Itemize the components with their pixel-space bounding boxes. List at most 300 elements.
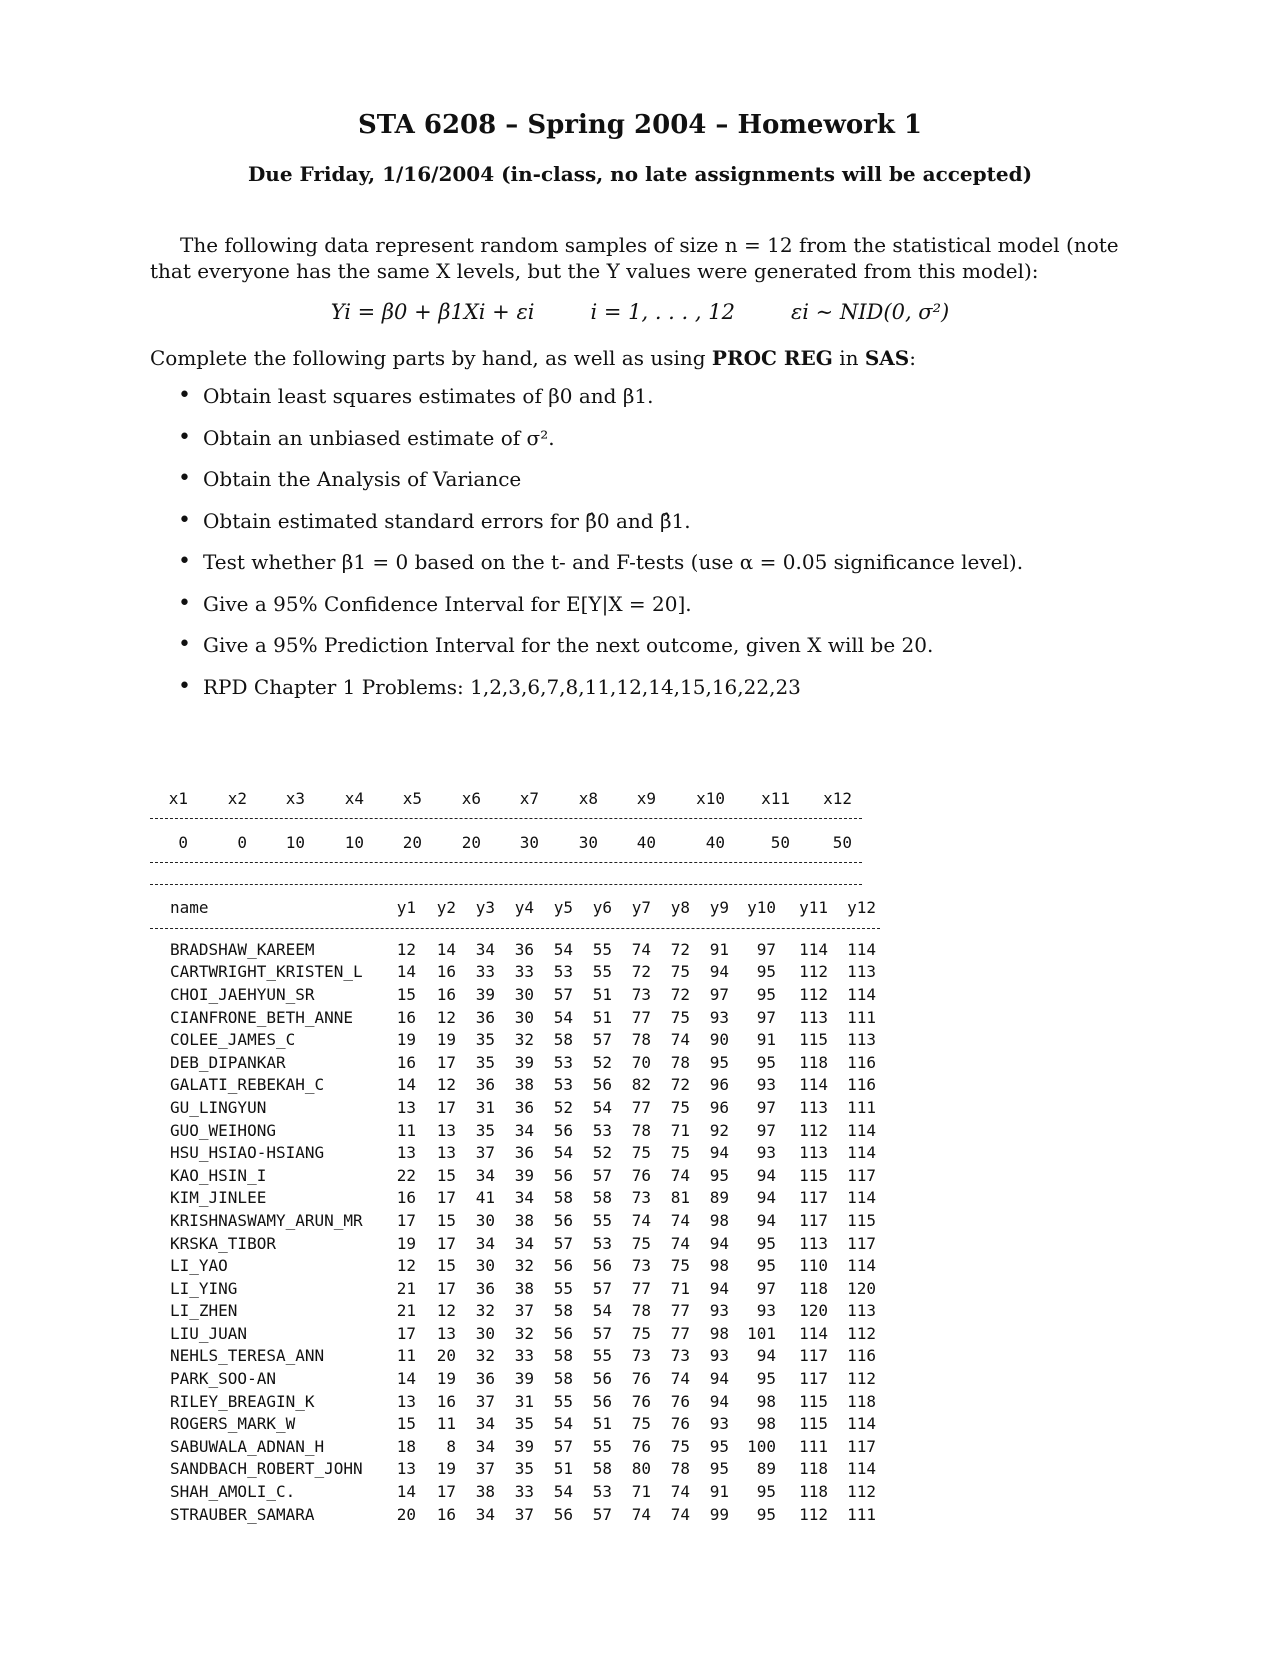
y-value: 34 [475, 1504, 495, 1524]
table-row [150, 1345, 876, 1368]
y-value: 75 [670, 962, 690, 982]
y-value: 72 [670, 939, 690, 959]
y-value: 113 [847, 962, 876, 982]
y-header-y4: y4 [514, 898, 534, 917]
divider [150, 884, 862, 885]
x-header-9: x9 [636, 789, 656, 808]
y-value: 51 [592, 984, 612, 1004]
y-value: 35 [514, 1414, 534, 1434]
y-value: 95 [756, 1052, 776, 1072]
y-value: 94 [709, 1369, 729, 1389]
y-value: 97 [756, 1007, 776, 1027]
y-value: 75 [670, 1256, 690, 1276]
y-value: 16 [396, 1007, 416, 1027]
y-value: 73 [631, 1256, 651, 1276]
y-value: 112 [847, 1482, 876, 1502]
y-value: 94 [756, 1188, 776, 1208]
y-value: 114 [847, 1188, 876, 1208]
y-value: 19 [436, 1030, 456, 1050]
y-value: 95 [756, 1369, 776, 1389]
y-value: 12 [396, 939, 416, 959]
spacer-row [150, 924, 876, 938]
y-value: 21 [396, 1278, 416, 1298]
y-value: 76 [631, 1391, 651, 1411]
y-value: 56 [553, 1165, 573, 1185]
y-value: 92 [709, 1120, 729, 1140]
y-value: 116 [847, 1052, 876, 1072]
student-name: KIM_JINLEE [170, 1188, 267, 1208]
y-value: 74 [670, 1165, 690, 1185]
y-value: 98 [756, 1391, 776, 1411]
y-value: 113 [799, 1143, 828, 1163]
y-value: 111 [847, 1007, 876, 1027]
table-row [150, 1254, 876, 1277]
x-header-12: x12 [823, 789, 852, 808]
y-value: 14 [396, 1369, 416, 1389]
table-row [150, 938, 876, 961]
y-value: 75 [631, 1323, 651, 1343]
y-value: 114 [799, 939, 828, 959]
y-value: 13 [436, 1323, 456, 1343]
y-value: 54 [553, 1143, 573, 1163]
y-value: 113 [799, 1233, 828, 1253]
y-value: 56 [553, 1256, 573, 1276]
model-equation: Yi = β0 + β1Xi + εi [330, 300, 535, 324]
y-value: 52 [553, 1097, 573, 1117]
y-value: 118 [799, 1278, 828, 1298]
y-value: 94 [756, 1346, 776, 1366]
y-value: 72 [670, 1075, 690, 1095]
y-value: 11 [396, 1120, 416, 1140]
y-value: 55 [592, 939, 612, 959]
y-value: 57 [553, 984, 573, 1004]
y-value: 16 [436, 984, 456, 1004]
y-value: 37 [475, 1459, 495, 1479]
y-value: 34 [514, 1188, 534, 1208]
y-value: 95 [709, 1436, 729, 1456]
y-value: 73 [631, 1188, 651, 1208]
y-value: 36 [475, 1007, 495, 1027]
y-value: 117 [847, 1233, 876, 1253]
y-value: 34 [514, 1120, 534, 1140]
y-value: 118 [847, 1391, 876, 1411]
table-row [150, 1412, 876, 1435]
y-value: 91 [709, 1482, 729, 1502]
y-header-y12: y12 [847, 898, 876, 917]
model-equation-line [0, 300, 1280, 324]
y-value: 77 [670, 1323, 690, 1343]
y-value: 78 [670, 1052, 690, 1072]
table-row [150, 1209, 876, 1232]
table-row [150, 1119, 876, 1142]
y-value: 36 [514, 1143, 534, 1163]
y-header-y5: y5 [553, 898, 573, 917]
y-value: 120 [847, 1278, 876, 1298]
y-value: 116 [847, 1075, 876, 1095]
y-value: 34 [514, 1233, 534, 1253]
student-name: CIANFRONE_BETH_ANNE [170, 1007, 354, 1027]
y-value: 54 [592, 1097, 612, 1117]
table-row [150, 1232, 876, 1255]
table-row [150, 1187, 876, 1210]
y-value: 77 [631, 1278, 651, 1298]
y-value: 93 [709, 1301, 729, 1321]
task-item: • Obtain estimated standard errors for β̂0 and β̂1. [178, 509, 1023, 551]
y-value: 95 [756, 962, 776, 982]
y-value: 55 [553, 1391, 573, 1411]
y-value: 32 [475, 1346, 495, 1366]
y-value: 111 [847, 1097, 876, 1117]
x-header-10: x10 [696, 789, 725, 808]
student-name: KRSKA_TIBOR [170, 1233, 276, 1253]
y-value: 34 [475, 1233, 495, 1253]
y-value: 113 [847, 1030, 876, 1050]
table-row [150, 1074, 876, 1097]
y-value: 53 [553, 1052, 573, 1072]
table-row [150, 1051, 876, 1074]
y-value: 34 [475, 1436, 495, 1456]
student-name: KRISHNASWAMY_ARUN_MR [170, 1210, 363, 1230]
student-name: STRAUBER_SAMARA [170, 1504, 315, 1524]
y-value: 17 [396, 1210, 416, 1230]
y-value: 30 [514, 984, 534, 1004]
y-value: 117 [799, 1369, 828, 1389]
student-name: GALATI_REBEKAH_C [170, 1075, 325, 1095]
y-header-name: name [170, 898, 209, 917]
y-value: 71 [631, 1482, 651, 1502]
y-value: 14 [396, 1482, 416, 1502]
y-value: 111 [847, 1504, 876, 1524]
y-value: 93 [709, 1007, 729, 1027]
x-header-7: x7 [519, 789, 539, 808]
y-value: 112 [847, 1369, 876, 1389]
y-value: 117 [799, 1188, 828, 1208]
y-value: 13 [396, 1459, 416, 1479]
y-value: 114 [847, 1414, 876, 1434]
y-value: 13 [396, 1391, 416, 1411]
y-value: 57 [553, 1436, 573, 1456]
y-value: 38 [514, 1075, 534, 1095]
x-value-3: 10 [285, 833, 305, 852]
task-item: • Give a 95% Confidence Interval for E[Y|X = 20]. [178, 592, 1023, 634]
y-value: 19 [396, 1030, 416, 1050]
y-value: 30 [514, 1007, 534, 1027]
task-item: • Test whether β1 = 0 based on the t- and F-tests (use α = 0.05 significance level). [178, 550, 1023, 592]
y-value: 93 [709, 1346, 729, 1366]
y-value: 37 [514, 1301, 534, 1321]
y-value: 94 [709, 1143, 729, 1163]
x-value-4: 10 [344, 833, 364, 852]
y-value: 15 [436, 1210, 456, 1230]
y-value: 14 [436, 939, 456, 959]
y-value: 53 [592, 1233, 612, 1253]
y-value: 97 [756, 1278, 776, 1298]
y-value: 17 [436, 1052, 456, 1072]
y-value: 111 [799, 1436, 828, 1456]
y-header-y3: y3 [475, 898, 495, 917]
instructions [150, 346, 916, 370]
y-value: 113 [799, 1097, 828, 1117]
y-value: 57 [553, 1233, 573, 1253]
y-value: 16 [436, 1391, 456, 1411]
y-value: 116 [847, 1346, 876, 1366]
student-name: PARK_SOO-AN [170, 1369, 276, 1389]
y-value: 117 [847, 1165, 876, 1185]
model-index: i = 1, . . . , 12 [590, 300, 735, 324]
y-value: 57 [592, 1278, 612, 1298]
y-value: 112 [799, 962, 828, 982]
y-value: 98 [756, 1414, 776, 1434]
y-value: 36 [514, 1097, 534, 1117]
y-header-y7: y7 [631, 898, 651, 917]
y-value: 74 [631, 939, 651, 959]
instructions-prefix: Complete the following parts by hand, as well as using [150, 346, 706, 370]
y-value: 75 [670, 1097, 690, 1117]
y-value: 35 [475, 1030, 495, 1050]
intro-paragraph: The following data represent random samples of size n = 12 from the statistical model (note that everyone has the same X levels, but the Y values were generated from this model): [150, 233, 1119, 283]
x-value-12: 50 [832, 833, 852, 852]
y-value: 77 [670, 1301, 690, 1321]
y-value: 114 [799, 1323, 828, 1343]
x-header-11: x11 [761, 789, 790, 808]
table-row [150, 1300, 876, 1323]
task-item: • Obtain an unbiased estimate of σ². [178, 426, 1023, 468]
student-name: BRADSHAW_KAREEM [170, 939, 315, 959]
y-value: 32 [514, 1256, 534, 1276]
y-value: 12 [436, 1007, 456, 1027]
y-value: 39 [475, 984, 495, 1004]
y-value: 97 [756, 1097, 776, 1117]
y-value: 115 [799, 1165, 828, 1185]
y-value: 94 [709, 1391, 729, 1411]
y-header-y11: y11 [799, 898, 828, 917]
student-name: KAO_HSIN_I [170, 1165, 267, 1185]
y-value: 19 [396, 1233, 416, 1253]
y-value: 93 [756, 1143, 776, 1163]
y-value: 30 [475, 1256, 495, 1276]
y-value: 34 [475, 1414, 495, 1434]
y-value: 36 [475, 1278, 495, 1298]
student-name: SANDBACH_ROBERT_JOHN [170, 1459, 363, 1479]
y-value: 39 [514, 1052, 534, 1072]
due-date: Due Friday, 1/16/2004 (in-class, no late assignments will be accepted) [247, 162, 1033, 186]
table-row [150, 1141, 876, 1164]
y-value: 51 [553, 1459, 573, 1479]
y-value: 73 [670, 1346, 690, 1366]
y-value: 13 [436, 1120, 456, 1140]
x-header-3: x3 [285, 789, 305, 808]
y-value: 8 [446, 1436, 456, 1456]
instructions-middle: in [839, 346, 859, 370]
y-header-y1: y1 [396, 898, 416, 917]
y-value: 13 [436, 1143, 456, 1163]
y-value: 112 [799, 1120, 828, 1140]
y-value: 19 [436, 1369, 456, 1389]
student-name: LI_ZHEN [170, 1301, 238, 1321]
y-value: 12 [436, 1075, 456, 1095]
y-value: 115 [799, 1391, 828, 1411]
y-value: 94 [709, 962, 729, 982]
task-list [178, 384, 1023, 716]
student-name: LIU_JUAN [170, 1323, 248, 1343]
x-header-2: x2 [227, 789, 247, 808]
y-value: 16 [396, 1188, 416, 1208]
y-value: 93 [756, 1301, 776, 1321]
y-value: 113 [847, 1301, 876, 1321]
y-value: 53 [592, 1120, 612, 1140]
y-value: 117 [799, 1210, 828, 1230]
y-value: 112 [799, 1504, 828, 1524]
y-value: 30 [475, 1210, 495, 1230]
y-value: 110 [799, 1256, 828, 1276]
y-value: 33 [514, 1482, 534, 1502]
table-row [150, 1503, 876, 1526]
x-value-7: 30 [519, 833, 539, 852]
y-value: 118 [799, 1052, 828, 1072]
y-value: 16 [436, 1504, 456, 1524]
table-row [150, 983, 876, 1006]
y-value: 58 [553, 1369, 573, 1389]
y-value: 51 [592, 1414, 612, 1434]
y-value: 91 [709, 939, 729, 959]
y-value: 13 [396, 1143, 416, 1163]
y-value: 98 [709, 1256, 729, 1276]
x-value-11: 50 [770, 833, 790, 852]
y-value: 95 [756, 1482, 776, 1502]
y-value: 91 [756, 1030, 776, 1050]
student-name: CHOI_JAEHYUN_SR [170, 984, 315, 1004]
y-value: 56 [592, 1075, 612, 1095]
y-value: 15 [396, 1414, 416, 1434]
student-name: HSU_HSIAO-HSIANG [170, 1143, 325, 1163]
y-value: 37 [475, 1391, 495, 1411]
x-header-8: x8 [578, 789, 598, 808]
divider [150, 862, 862, 863]
y-value: 34 [475, 939, 495, 959]
y-value: 93 [709, 1414, 729, 1434]
y-value: 75 [670, 1007, 690, 1027]
y-value: 55 [592, 1346, 612, 1366]
y-value: 74 [631, 1210, 651, 1230]
y-value: 53 [592, 1482, 612, 1502]
x-header-6: x6 [461, 789, 481, 808]
y-value: 89 [709, 1188, 729, 1208]
y-value: 101 [747, 1323, 776, 1343]
y-value: 97 [709, 984, 729, 1004]
y-value: 37 [514, 1504, 534, 1524]
y-value: 15 [436, 1256, 456, 1276]
y-header-y6: y6 [592, 898, 612, 917]
y-value: 53 [553, 1075, 573, 1095]
instructions-proc: PROC REG [711, 346, 833, 370]
y-value: 39 [514, 1436, 534, 1456]
y-value: 12 [396, 1256, 416, 1276]
table-row [150, 1322, 876, 1345]
y-value: 36 [514, 939, 534, 959]
y-header-y2: y2 [436, 898, 456, 917]
y-value: 54 [553, 939, 573, 959]
y-value: 95 [756, 1504, 776, 1524]
y-value: 52 [592, 1143, 612, 1163]
divider [150, 818, 862, 819]
y-value: 16 [436, 962, 456, 982]
y-value: 57 [592, 1504, 612, 1524]
y-value: 74 [670, 1482, 690, 1502]
y-value: 75 [631, 1143, 651, 1163]
x-value-9: 40 [636, 833, 656, 852]
y-value: 18 [396, 1436, 416, 1456]
y-value: 76 [631, 1369, 651, 1389]
y-value: 32 [475, 1301, 495, 1321]
y-value: 20 [396, 1504, 416, 1524]
y-header-y10: y10 [747, 898, 776, 917]
y-value: 56 [553, 1323, 573, 1343]
y-value: 94 [756, 1165, 776, 1185]
y-value: 94 [756, 1210, 776, 1230]
y-value: 95 [709, 1459, 729, 1479]
y-value: 74 [670, 1210, 690, 1230]
student-name: RILEY_BREAGIN_K [170, 1391, 315, 1411]
instructions-suffix: : [909, 346, 916, 370]
student-name: ROGERS_MARK_W [170, 1414, 296, 1434]
y-value: 95 [756, 1233, 776, 1253]
student-name: NEHLS_TERESA_ANN [170, 1346, 325, 1366]
x-value-5: 20 [402, 833, 422, 852]
table-row [150, 1435, 876, 1458]
table-row [150, 1028, 876, 1051]
y-value: 74 [670, 1233, 690, 1253]
task-item: • RPD Chapter 1 Problems: 1,2,3,6,7,8,11,12,14,15,16,22,23 [178, 675, 1023, 717]
y-value: 56 [553, 1120, 573, 1140]
student-name: LI_YING [170, 1278, 238, 1298]
y-value: 112 [799, 984, 828, 1004]
y-value: 35 [475, 1120, 495, 1140]
y-value: 22 [396, 1165, 416, 1185]
y-value: 76 [670, 1414, 690, 1434]
y-value: 75 [631, 1414, 651, 1434]
y-value: 32 [514, 1323, 534, 1343]
y-value: 76 [670, 1391, 690, 1411]
y-value: 95 [756, 1256, 776, 1276]
y-value: 73 [631, 984, 651, 1004]
y-value: 31 [514, 1391, 534, 1411]
y-value: 17 [436, 1233, 456, 1253]
y-value: 75 [670, 1436, 690, 1456]
y-value: 20 [436, 1346, 456, 1366]
y-value: 39 [514, 1165, 534, 1185]
student-name: GU_LINGYUN [170, 1097, 267, 1117]
y-value: 114 [847, 1459, 876, 1479]
y-value: 37 [475, 1143, 495, 1163]
y-value: 97 [756, 1120, 776, 1140]
y-value: 35 [514, 1459, 534, 1479]
task-item: • Obtain the Analysis of Variance [178, 467, 1023, 509]
table-row [150, 1390, 876, 1413]
divider [150, 928, 880, 929]
y-value: 77 [631, 1097, 651, 1117]
y-value: 57 [592, 1030, 612, 1050]
student-name: SHAH_AMOLI_C. [170, 1482, 296, 1502]
student-name: CARTWRIGHT_KRISTEN_L [170, 962, 363, 982]
table-row [150, 1480, 876, 1503]
y-value: 55 [592, 1210, 612, 1230]
y-value: 117 [799, 1346, 828, 1366]
table-row [150, 961, 876, 984]
x-header-4: x4 [344, 789, 364, 808]
y-value: 96 [709, 1097, 729, 1117]
table-row [150, 1006, 876, 1029]
y-value: 54 [553, 1007, 573, 1027]
